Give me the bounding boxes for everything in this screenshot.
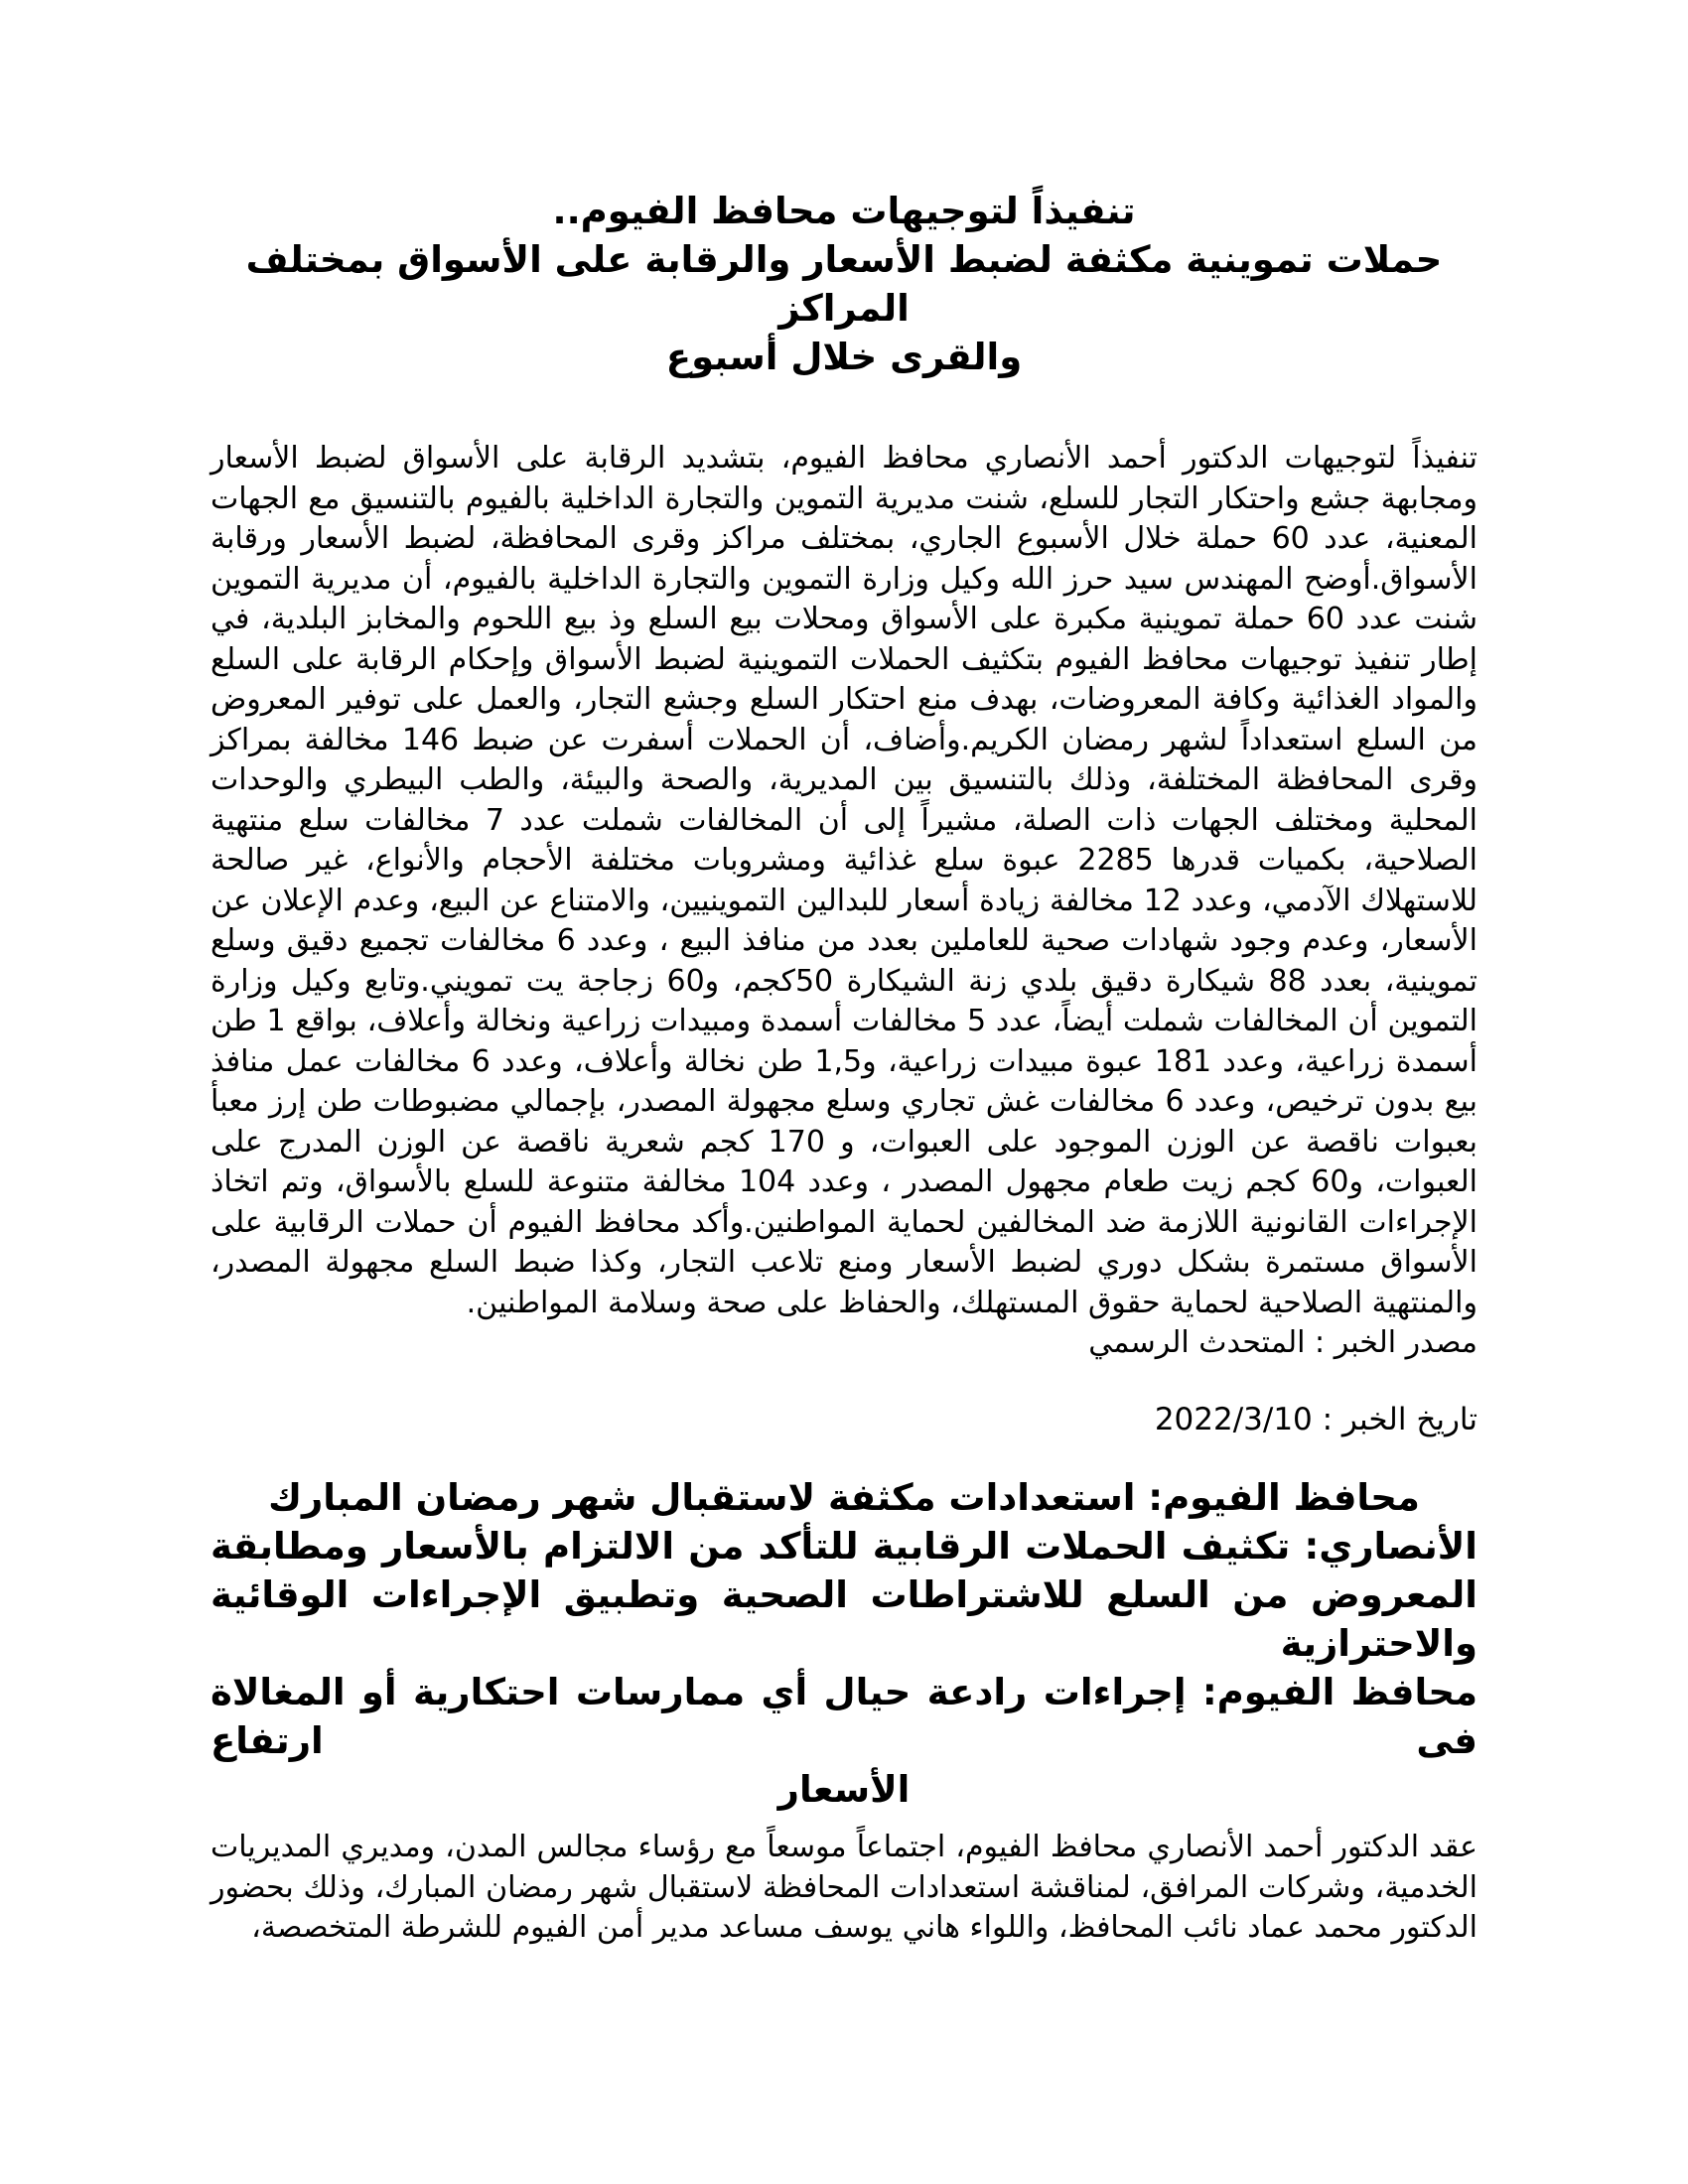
- article1-headline-line: والقرى خلال أسبوع: [665, 336, 1023, 378]
- article2-headline: [211, 1473, 1477, 1814]
- article2-headline-line: المعروض من السلع للاشتراطات الصحية وتطبيق الإجراءات الوقائية والاحترازية: [211, 1573, 1477, 1665]
- article1-headline-line: تنفيذاً لتوجيهات محافظ الفيوم..: [552, 190, 1136, 232]
- article1-headline-line: حملات تموينية مكثفة لضبط الأسعار والرقابة على الأسواق بمختلف المراكز: [245, 238, 1443, 330]
- article1-headline: [211, 187, 1477, 381]
- news-date: تاريخ الخبر : 2022/3/10: [1154, 1402, 1477, 1437]
- article2-headline-line: محافظ الفيوم: إجراءات رادعة حيال أي ممارسات احتكارية أو المغالاة فى ارتفاع: [211, 1671, 1477, 1762]
- news-source: مصدر الخبر : المتحدث الرسمي: [1088, 1325, 1477, 1360]
- article2-headline-line: محافظ الفيوم: استعدادات مكثفة لاستقبال شهر رمضان المبارك: [268, 1476, 1420, 1519]
- article2-body: عقد الدكتور أحمد الأنصاري محافظ الفيوم، اجتماعاً موسعاً مع رؤساء مجالس المدن، ومديري المديريات الخدمية، وشركات المرافق، لمناقشة استعدادات المحافظة لاستقبال شهر رمضان المبارك، وذلك بحضور الدكتور محمد عماد نائب المحافظ، واللواء هاني يوسف مساعد مدير أمن الفيوم للشرطة المتخصصة،: [211, 1830, 1477, 1945]
- article2-headline-line: الأسعار: [777, 1768, 911, 1811]
- article1-body: تنفيذاً لتوجيهات الدكتور أحمد الأنصاري محافظ الفيوم، بتشديد الرقابة على الأسواق لضبط الأسعار ومجابهة جشع واحتكار التجار للسلع، شنت مديرية التموين والتجارة الداخلية بالفيوم بالتنسيق مع الجهات المعنية، عدد 60 حملة خلال الأسبوع الجاري، بمختلف مراكز وقرى المحافظة، لضبط الأسعار ورقابة الأسواق.أوضح المهندس سيد حرز الله وكيل وزارة التموين والتجارة الداخلية بالفيوم، أن مديرية التموين شنت عدد 60 حملة تموينية مكبرة على الأسواق ومحلات بيع السلع وذ بيع اللحوم والمخابز البلدية، في إطار تنفيذ توجيهات محافظ الفيوم بتكثيف الحملات التموينية لضبط الأسواق وإحكام الرقابة على السلع والمواد الغذائية وكافة المعروضات، بهدف منع احتكار السلع وجشع التجار، والعمل على توفير المعروض من السلع استعداداً لشهر رمضان الكريم.وأضاف، أن الحملات أسفرت عن ضبط 146 مخالفة بمراكز وقرى المحافظة المختلفة، وذلك بالتنسيق بين المديرية، والصحة والبيئة، والطب البيطري والوحدات المحلية ومختلف الجهات ذات الصلة، مشيراً إلى أن المخالفات شملت عدد 7 مخالفات سلع منتهية الصلاحية، بكميات قدرها 2285 عبوة سلع غذائية ومشروبات مختلفة الأحجام والأنواع، غير صالحة للاستهلاك الآدمي، وعدد 12 مخالفة زيادة أسعار للبدالين التموينيين، والامتناع عن البيع، وعدم الإعلان عن الأسعار، وعدم وجود شهادات صحية للعاملين بعدد من منافذ البيع ، وعدد 6 مخالفات تجميع دقيق وسلع تموينية، بعدد 88 شيكارة دقيق بلدي زنة الشيكارة 50كجم، و60 زجاجة يت تمويني.وتابع وكيل وزارة التموين أن المخالفات شملت أيضاً، عدد 5 مخالفات أسمدة ومبيدات زراعية ونخالة وأعلاف، بواقع 1 طن أسمدة زراعية، وعدد 181 عبوة مبيدات زراعية، و1,5 طن نخالة وأعلاف، وعدد 6 مخالفات عمل منافذ بيع بدون ترخيص، وعدد 6 مخالفات غش تجاري وسلع مجهولة المصدر، بإجمالي مضبوطات طن إرز معبأ بعبوات ناقصة عن الوزن الموجود على العبوات، و 170 كجم شعرية ناقصة عن الوزن المدرج على العبوات، و60 كجم زيت طعام مجهول المصدر ، وعدد 104 مخالفة متنوعة للسلع بالأسواق، وتم اتخاذ الإجراءات القانونية اللازمة ضد المخالفين لحماية المواطنين.وأكد محافظ الفيوم أن حملات الرقابية على الأسواق مستمرة بشكل دوري لضبط الأسعار ومنع تلاعب التجار، وكذا ضبط السلع مجهولة المصدر، والمنتهية الصلاحية لحماية حقوق المستهلك، والحفاظ على صحة وسلامة المواطنين.: [211, 441, 1478, 1320]
- article2-headline-line: الأنصاري: تكثيف الحملات الرقابية للتأكد من الالتزام بالأسعار ومطابقة: [211, 1525, 1477, 1568]
